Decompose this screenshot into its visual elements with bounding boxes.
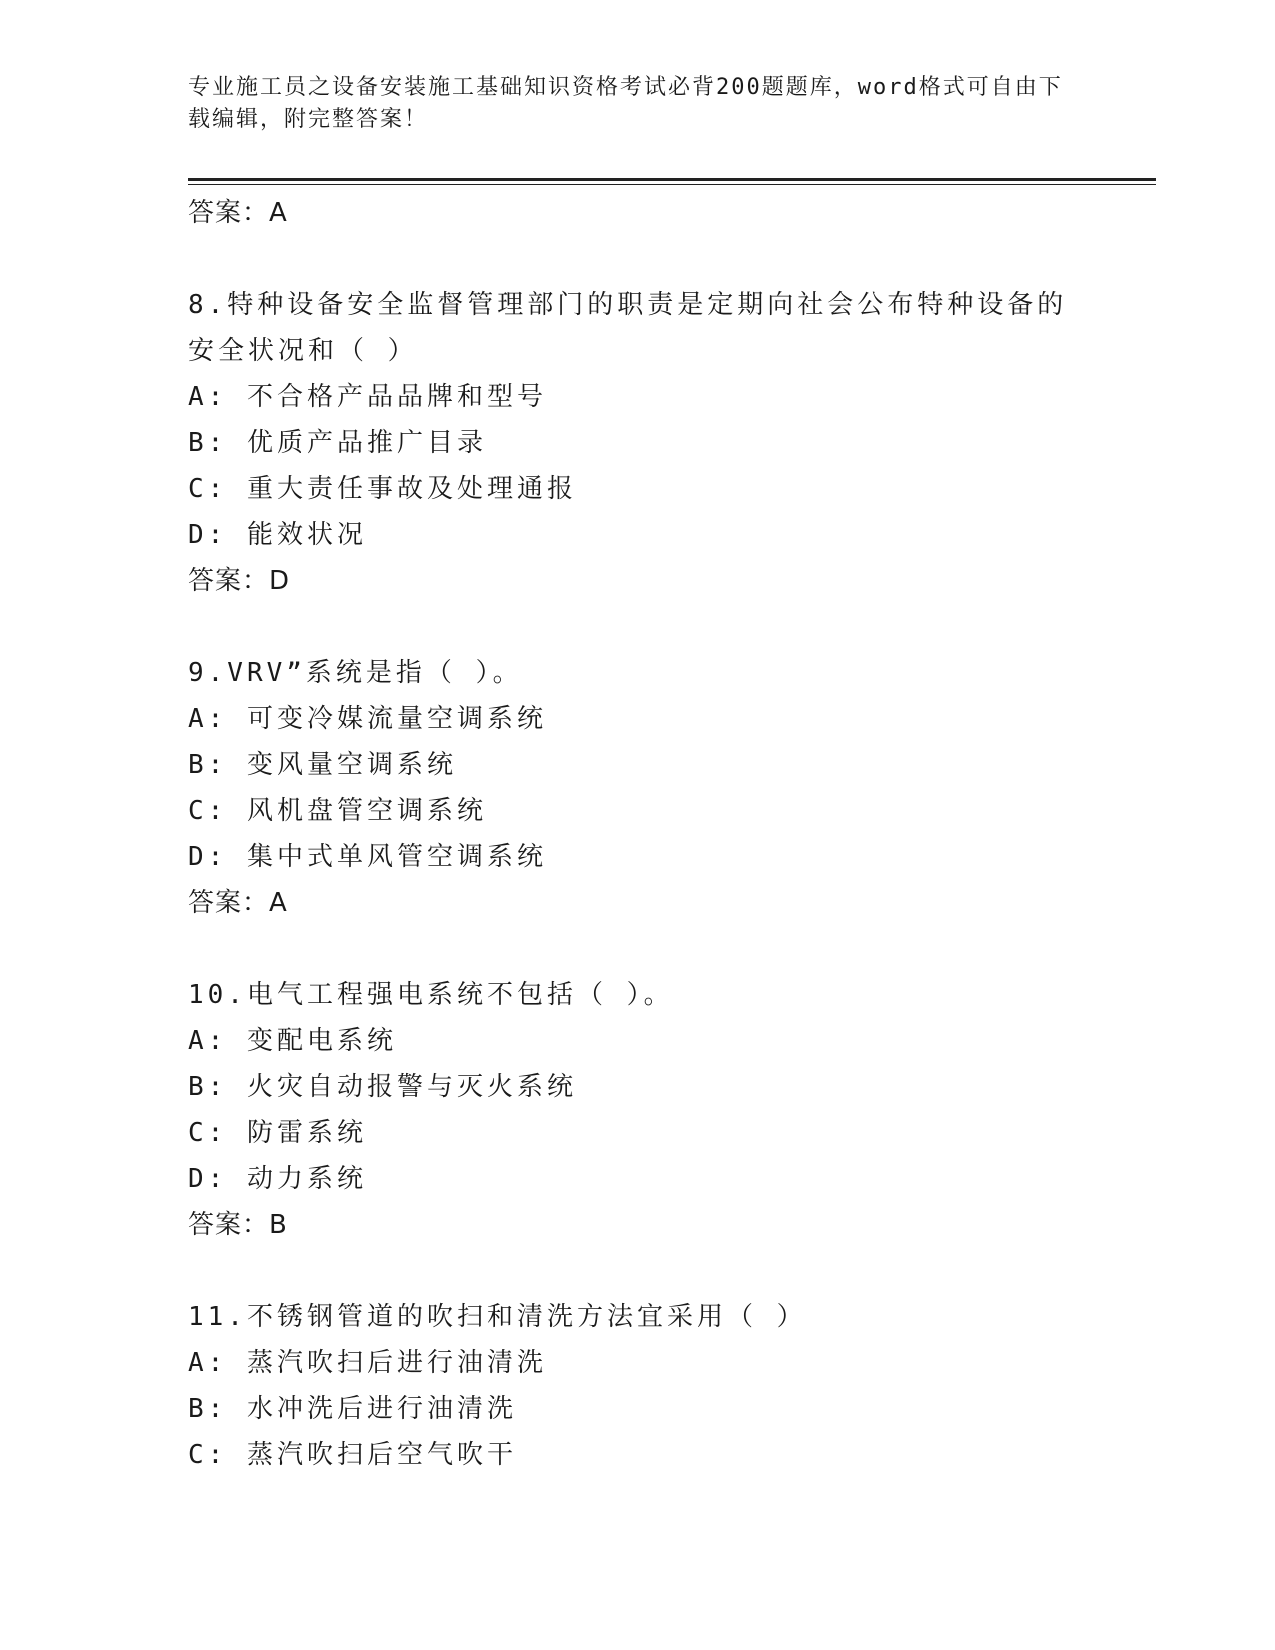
option-a: A: 不合格产品品牌和型号 — [188, 382, 547, 412]
question-text: 11.不锈钢管道的吹扫和清洗方法宜采用（ ） — [188, 1302, 807, 1332]
option-b: B: 水冲洗后进行油清洗 — [188, 1394, 517, 1424]
question-text: 9.VRV”系统是指（ ）。 — [188, 658, 523, 688]
option-a: A: 变配电系统 — [188, 1026, 397, 1056]
option-d: D: 集中式单风管空调系统 — [188, 842, 547, 872]
question-block — [188, 282, 1088, 604]
question-text: 10.电气工程强电系统不包括（ ）。 — [188, 980, 674, 1010]
question-block — [188, 1294, 1088, 1478]
option-b: B: 火灾自动报警与灭火系统 — [188, 1072, 577, 1102]
option-d: D: 能效状况 — [188, 520, 367, 550]
question-list — [188, 190, 1088, 1478]
answer-line: 答案：D — [188, 566, 291, 596]
option-d: D: 动力系统 — [188, 1164, 367, 1194]
option-c: C: 防雷系统 — [188, 1118, 367, 1148]
document-header: 专业施工员之设备安装施工基础知识资格考试必背200题题库，word格式可自由下载编辑，附完整答案！ — [188, 75, 1063, 132]
question-block — [188, 972, 1088, 1248]
answer-line: 答案：A — [188, 888, 288, 918]
question-text: 8.特种设备安全监督管理部门的职责是定期向社会公布特种设备的安全状况和（ ） — [188, 290, 1068, 366]
question-block — [188, 650, 1088, 926]
answer-line: 答案：B — [188, 1210, 288, 1240]
option-b: B: 变风量空调系统 — [188, 750, 457, 780]
option-c: C: 重大责任事故及处理通报 — [188, 474, 577, 504]
answer-line: 答案：A — [188, 198, 288, 228]
option-a: A: 蒸汽吹扫后进行油清洗 — [188, 1348, 547, 1378]
option-c: C: 蒸汽吹扫后空气吹干 — [188, 1440, 517, 1470]
option-a: A: 可变冷媒流量空调系统 — [188, 704, 547, 734]
option-b: B: 优质产品推广目录 — [188, 428, 487, 458]
option-c: C: 风机盘管空调系统 — [188, 796, 487, 826]
header-divider-thick — [188, 178, 1156, 181]
header-divider-thin — [188, 184, 1156, 185]
